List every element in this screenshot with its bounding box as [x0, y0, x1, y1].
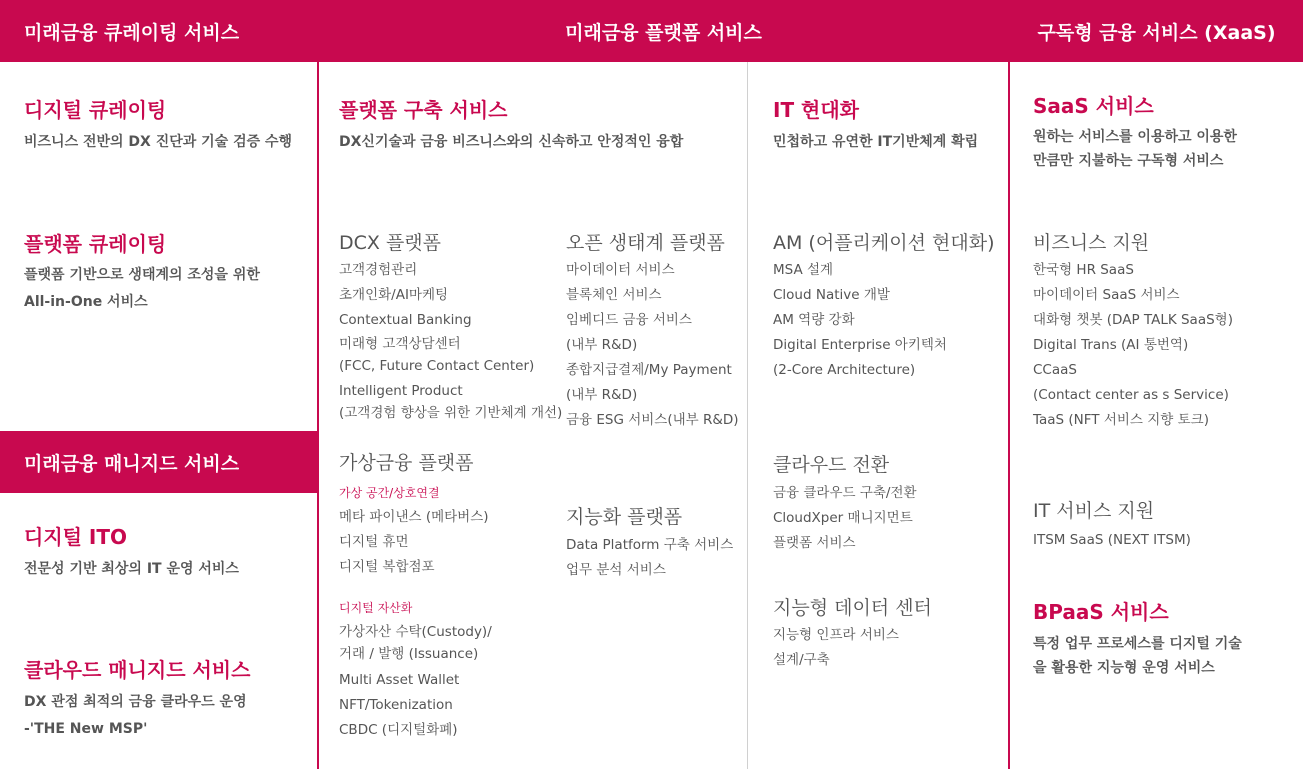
- bpaas-desc-1: 특정 업무 프로세스를 디지털 기술: [1033, 636, 1242, 652]
- dcx-platform-title: DCX 플랫폼: [339, 232, 442, 254]
- open-platform-title: 오픈 생태계 플랫폼: [566, 232, 725, 254]
- cloud-transition-list: [773, 481, 917, 556]
- list-item: Cloud Native 개발: [773, 287, 890, 303]
- platform-build-title: 플랫폼 구축 서비스: [339, 98, 508, 122]
- saas-desc-1: 원하는 서비스를 이용하고 이용한: [1033, 129, 1237, 145]
- list-item: Digital Trans (AI 통번역): [1033, 337, 1189, 353]
- header-managed: [0, 431, 317, 493]
- list-item: 한국형 HR SaaS: [1033, 262, 1134, 278]
- list-item: 설계/구축: [773, 652, 830, 668]
- cloud-transition-title: 클라우드 전환: [773, 454, 890, 476]
- header-xaas-label: 구독형 금융 서비스 (XaaS): [1037, 21, 1276, 44]
- am-list: [773, 258, 947, 383]
- it-modern-desc: 민첩하고 유연한 IT기반체계 확립: [773, 134, 979, 150]
- list-item: 고객경험관리: [339, 262, 418, 278]
- platform-curating-title: 플랫폼 큐레이팅: [24, 232, 167, 256]
- list-item: 마이데이터 서비스: [566, 262, 675, 278]
- cloud-managed-title: 클라우드 매니지드 서비스: [24, 658, 251, 682]
- header-curating: [0, 0, 317, 62]
- open-platform-list: [566, 258, 739, 433]
- digital-curating-title: 디지털 큐레이팅: [24, 98, 167, 122]
- list-item: AM 역량 강화: [773, 312, 855, 328]
- cloud-managed-desc-1: DX 관점 최적의 금융 클라우드 운영: [24, 694, 247, 710]
- bpaas-desc-2: 을 활용한 지능형 운영 서비스: [1033, 660, 1215, 676]
- header-curating-label: 미래금융 큐레이팅 서비스: [24, 21, 240, 44]
- it-support-title: IT 서비스 지원: [1033, 500, 1155, 522]
- dcx-platform-list: [339, 258, 562, 427]
- list-item: (2-Core Architecture): [773, 362, 916, 378]
- list-item: 디지털 휴먼: [339, 534, 409, 550]
- list-item: 메타 파이낸스 (메타버스): [339, 509, 489, 525]
- list-item: 마이데이터 SaaS 서비스: [1033, 287, 1180, 303]
- virtual-list-1: [339, 505, 489, 580]
- biz-support-title: 비즈니스 지원: [1033, 232, 1150, 254]
- list-item: TaaS (NFT 서비스 지향 토크): [1033, 412, 1209, 428]
- biz-support-list: [1033, 258, 1233, 433]
- virtual-platform-title: 가상금융 플랫폼: [339, 452, 474, 474]
- header-platform: [319, 0, 1008, 62]
- list-item: 금융 클라우드 구축/전환: [773, 485, 917, 501]
- am-title: AM (어플리케이션 현대화): [773, 232, 995, 254]
- list-item: Digital Enterprise 아키텍처: [773, 337, 947, 353]
- list-item: CBDC (디지털화폐): [339, 722, 458, 738]
- list-item: CCaaS: [1033, 362, 1077, 378]
- it-modern-title: IT 현대화: [773, 98, 860, 122]
- list-item: CloudXper 매니지먼트: [773, 510, 913, 526]
- list-item: 금융 ESG 서비스(내부 R&D): [566, 412, 739, 428]
- digital-curating-desc: 비즈니스 전반의 DX 진단과 기술 검증 수행: [24, 134, 293, 150]
- list-item: 블록체인 서비스: [566, 287, 662, 303]
- list-item: 종합지급결제/My Payment: [566, 362, 732, 378]
- digital-ito-desc: 전문성 기반 최상의 IT 운영 서비스: [24, 561, 239, 577]
- list-item: 업무 분석 서비스: [566, 562, 666, 578]
- list-item: 지능형 인프라 서비스: [773, 627, 899, 643]
- list-item: 디지털 복합점포: [339, 559, 435, 575]
- list-item: 플랫폼 서비스: [773, 535, 856, 551]
- list-item: Multi Asset Wallet: [339, 672, 460, 688]
- intel-platform-title: 지능화 플랫폼: [566, 506, 683, 528]
- list-item: ITSM SaaS (NEXT ITSM): [1033, 532, 1191, 548]
- digital-ito-title: 디지털 ITO: [24, 525, 128, 549]
- platform-curating-desc-1: 플랫폼 기반으로 생태계의 조성을 위한: [24, 267, 260, 283]
- list-item: (내부 R&D): [566, 387, 638, 403]
- virtual-list-2: [339, 621, 492, 743]
- platform-curating-desc-2: All-in-One 서비스: [24, 294, 148, 310]
- data-center-title: 지능형 데이터 센터: [773, 597, 932, 619]
- header-managed-label: 미래금융 매니지드 서비스: [24, 452, 240, 475]
- header-platform-label: 미래금융 플랫폼 서비스: [565, 21, 762, 44]
- intel-platform-list: [566, 533, 733, 583]
- divider-middle: [747, 62, 748, 769]
- list-item: Data Platform 구축 서비스: [566, 537, 734, 553]
- list-item: (내부 R&D): [566, 337, 638, 353]
- list-item: 가상자산 수탁(Custody)/ 거래 / 발행 (Issuance): [339, 624, 492, 662]
- list-item: 대화형 챗봇 (DAP TALK SaaS형): [1033, 312, 1233, 328]
- cloud-managed-desc-2: -'THE New MSP': [24, 721, 148, 737]
- divider-right: [1008, 0, 1010, 769]
- saas-desc-2: 만큼만 지불하는 구독형 서비스: [1033, 153, 1224, 169]
- virtual-subtitle-2: 디지털 자산화: [339, 601, 413, 615]
- list-item: MSA 설계: [773, 262, 834, 278]
- data-center-list: [773, 623, 899, 673]
- divider-left: [317, 0, 319, 769]
- virtual-subtitle-1: 가상 공간/상호연결: [339, 486, 440, 500]
- list-item: 임베디드 금융 서비스: [566, 312, 692, 328]
- list-item: 미래형 고객상담센터 (FCC, Future Contact Center): [339, 336, 535, 374]
- list-item: NFT/Tokenization: [339, 697, 453, 713]
- saas-title: SaaS 서비스: [1033, 94, 1154, 118]
- list-item: Intelligent Product (고객경험 향상을 위한 기반체계 개선): [339, 383, 563, 421]
- list-item: 초개인화/AI마케팅: [339, 287, 449, 303]
- list-item: (Contact center as s Service): [1033, 387, 1229, 403]
- list-item: Contextual Banking: [339, 312, 472, 328]
- header-xaas: [1010, 0, 1303, 62]
- bpaas-title: BPaaS 서비스: [1033, 600, 1169, 624]
- it-support-list: [1033, 528, 1191, 553]
- platform-build-desc: DX신기술과 금융 비즈니스와의 신속하고 안정적인 융합: [339, 134, 684, 150]
